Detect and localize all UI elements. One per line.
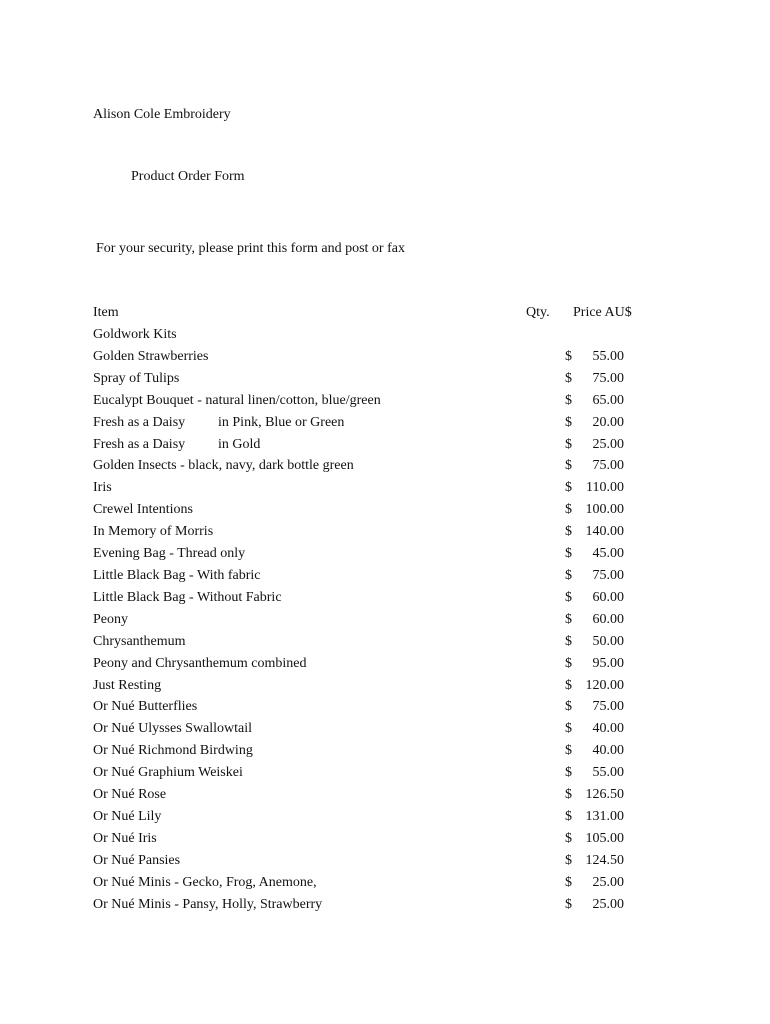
table-row [0, 655, 770, 677]
table-row [0, 523, 770, 545]
product-name: Little Black Bag - With fabric [93, 567, 261, 583]
currency-symbol: $ [565, 633, 572, 649]
product-price: 20.00 [592, 414, 624, 430]
product-name: Or Nué Pansies [93, 852, 181, 868]
product-name: Or Nué Graphium Weiskei [93, 765, 243, 781]
currency-symbol: $ [565, 524, 572, 540]
product-name: Peony and Chrysanthemum combined [93, 655, 307, 671]
currency-symbol: $ [565, 743, 572, 759]
product-price: 100.00 [585, 502, 624, 518]
product-price: 105.00 [585, 830, 624, 846]
product-price: 75.00 [592, 699, 624, 715]
product-name: Or Nué Butterflies [93, 699, 198, 715]
currency-symbol: $ [565, 699, 572, 715]
product-price: 75.00 [592, 370, 624, 386]
column-header-item: Item [93, 305, 119, 320]
form-title: Product Order Form [131, 169, 245, 184]
product-name: Iris [93, 480, 112, 496]
currency-symbol: $ [565, 567, 572, 583]
product-price: 25.00 [592, 896, 624, 912]
product-price: 65.00 [592, 392, 624, 408]
table-row [0, 720, 770, 742]
table-row [0, 589, 770, 611]
product-name: Fresh as a Daisy [93, 436, 186, 452]
product-name: In Memory of Morris [93, 524, 214, 540]
currency-symbol: $ [565, 721, 572, 737]
table-row [0, 348, 770, 370]
currency-symbol: $ [565, 830, 572, 846]
table-row [0, 764, 770, 786]
product-name: Fresh as a Daisy [93, 414, 186, 430]
product-name: Golden Insects - black, navy, dark bottle green [93, 458, 354, 474]
product-price: 55.00 [592, 765, 624, 781]
currency-symbol: $ [565, 546, 572, 562]
currency-symbol: $ [565, 348, 572, 364]
product-price: 75.00 [592, 458, 624, 474]
table-row [0, 830, 770, 852]
product-name: Or Nué Minis - Gecko, Frog, Anemone, [93, 874, 317, 890]
product-price: 60.00 [592, 589, 624, 605]
table-row [0, 874, 770, 896]
currency-symbol: $ [565, 874, 572, 890]
currency-symbol: $ [565, 655, 572, 671]
table-row [0, 808, 770, 830]
currency-symbol: $ [565, 589, 572, 605]
security-note: For your security, please print this form and post or fax [96, 241, 405, 256]
currency-symbol: $ [565, 392, 572, 408]
currency-symbol: $ [565, 808, 572, 824]
table-row [0, 567, 770, 589]
product-name: Or Nué Ulysses Swallowtail [93, 721, 253, 737]
product-price: 75.00 [592, 567, 624, 583]
table-row [0, 545, 770, 567]
product-price: 50.00 [592, 633, 624, 649]
product-price: 120.00 [585, 677, 624, 693]
product-variant: in Pink, Blue or Green [218, 414, 345, 430]
column-header-qty: Qty. [526, 305, 550, 320]
product-list [0, 326, 770, 917]
product-price: 25.00 [592, 874, 624, 890]
product-name: Goldwork Kits [93, 327, 177, 342]
currency-symbol: $ [565, 896, 572, 912]
currency-symbol: $ [565, 677, 572, 693]
table-row [0, 414, 770, 436]
product-name: Crewel Intentions [93, 502, 193, 518]
currency-symbol: $ [565, 787, 572, 803]
table-row [0, 633, 770, 655]
table-row [0, 370, 770, 392]
table-row [0, 501, 770, 523]
product-name: Eucalypt Bouquet - natural linen/cotton, blue/green [93, 392, 381, 408]
table-row [0, 436, 770, 458]
product-name: Spray of Tulips [93, 370, 180, 386]
currency-symbol: $ [565, 852, 572, 868]
table-row [0, 852, 770, 874]
table-row [0, 896, 770, 918]
product-name: Just Resting [93, 677, 162, 693]
currency-symbol: $ [565, 502, 572, 518]
product-price: 131.00 [585, 808, 624, 824]
currency-symbol: $ [565, 436, 572, 452]
table-row [0, 698, 770, 720]
table-row [0, 677, 770, 699]
product-price: 55.00 [592, 348, 624, 364]
currency-symbol: $ [565, 414, 572, 430]
product-variant: in Gold [218, 436, 261, 452]
product-price: 40.00 [592, 743, 624, 759]
product-name: Chrysanthemum [93, 633, 186, 649]
table-row [0, 742, 770, 764]
product-name: Or Nué Lily [93, 808, 162, 824]
product-price: 95.00 [592, 655, 624, 671]
product-name: Little Black Bag - Without Fabric [93, 589, 282, 605]
product-name: Evening Bag - Thread only [93, 546, 246, 562]
product-name: Or Nué Richmond Birdwing [93, 743, 253, 759]
product-name: Peony [93, 611, 128, 627]
table-row [0, 479, 770, 501]
table-row [0, 457, 770, 479]
table-row [0, 786, 770, 808]
product-name: Or Nué Minis - Pansy, Holly, Strawberry [93, 896, 323, 912]
product-price: 126.50 [585, 787, 624, 803]
product-price: 110.00 [586, 480, 624, 496]
currency-symbol: $ [565, 458, 572, 474]
product-name: Golden Strawberries [93, 348, 209, 364]
product-price: 45.00 [592, 546, 624, 562]
product-price: 124.50 [585, 852, 624, 868]
product-price: 40.00 [592, 721, 624, 737]
product-price: 140.00 [585, 524, 624, 540]
currency-symbol: $ [565, 765, 572, 781]
table-row [0, 392, 770, 414]
product-name: Or Nué Iris [93, 830, 157, 846]
product-name: Or Nué Rose [93, 787, 167, 803]
currency-symbol: $ [565, 370, 572, 386]
company-name: Alison Cole Embroidery [93, 107, 231, 122]
product-price: 25.00 [592, 436, 624, 452]
currency-symbol: $ [565, 611, 572, 627]
column-header-price: Price AU$ [573, 305, 632, 320]
table-row [0, 611, 770, 633]
table-row [0, 326, 770, 348]
currency-symbol: $ [565, 480, 572, 496]
product-price: 60.00 [592, 611, 624, 627]
